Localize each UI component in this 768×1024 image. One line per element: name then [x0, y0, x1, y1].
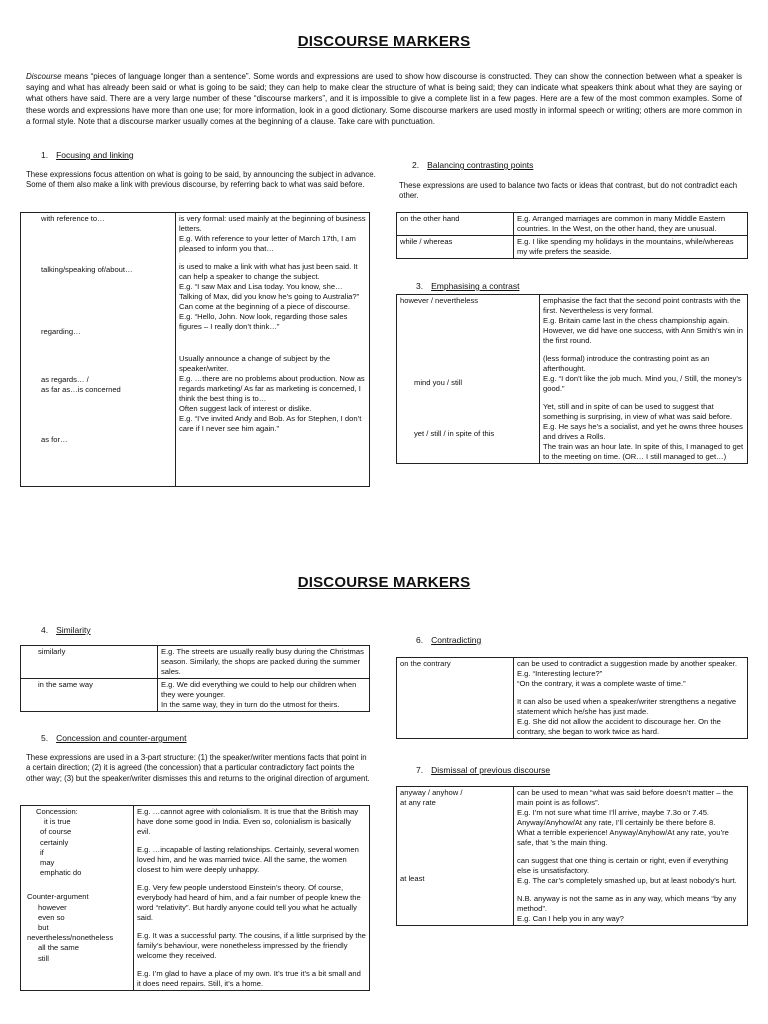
- marker-term: Counter-argument: [27, 892, 89, 902]
- similarity-table: [20, 645, 370, 712]
- example-text: E.g. “I don’t like the job much. Mind you, / Still, the money’s good.”: [543, 374, 742, 393]
- section-heading-4: [41, 625, 91, 635]
- section-title: Emphasising a contrast: [431, 281, 520, 291]
- marker-term: of course: [40, 827, 72, 837]
- section-title: Similarity: [56, 625, 91, 635]
- example-text: E.g. I’m glad to have a place of my own. It’s true it’s a bit small and it does need repairs. Still, it’s a home.: [137, 969, 361, 988]
- marker-term: emphatic do: [40, 868, 82, 878]
- example-text: E.g. Britain came last in the chess championship again. However, we did have one success, with Ann Smith’s win in the first round.: [543, 316, 743, 345]
- section-title: Dismissal of previous discourse: [431, 765, 551, 775]
- table-row: [397, 213, 748, 236]
- table-row: [21, 646, 370, 679]
- marker-term: as regards… / as far as…is concerned: [41, 375, 121, 394]
- table-row: [397, 295, 748, 464]
- explanation-text: (less formal) introduce the contrasting point as an afterthought.: [543, 354, 710, 373]
- contrast-table: [396, 294, 748, 464]
- table-row: [397, 236, 748, 259]
- example-text: E.g. I like spending my holidays in the mountains, while/whereas my wife prefers the seaside.: [514, 236, 748, 259]
- example-text: E.g. “I’ve invited Andy and Bob. As for Stephen, I don’t care if I never see him again.”: [179, 414, 362, 433]
- explanation-text: Often suggest lack of interest or dislike.: [179, 404, 312, 413]
- section-number: 1.: [41, 150, 49, 160]
- marker-term: certainly: [40, 837, 69, 847]
- marker-term: if: [40, 847, 44, 857]
- intro-lead: Discourse: [26, 72, 62, 81]
- example-text: E.g. She did not allow the accident to discourage her. On the contrary, she began to work twice as hard.: [517, 717, 721, 736]
- table-row: [21, 679, 370, 712]
- explanation-text: emphasise the fact that the second point contrasts with the first. Nevertheless is very formal.: [543, 296, 741, 315]
- marker-term: however / nevertheless: [400, 296, 479, 305]
- example-text: E.g. It was a successful party. The cousins, if a little surprised by the family’s behaviour, were nonetheless impressed by the friendly welcome they received.: [137, 931, 366, 960]
- marker-term: on the contrary: [397, 658, 514, 739]
- explanation-text: Usually announce a change of subject by the speaker/writer.: [179, 354, 331, 373]
- marker-cell: [21, 806, 134, 991]
- example-text: E.g. I’m not sure what time I’ll arrive, maybe 7.3o or 7.45. Anyway/Anyhow/At any rate, I’ll certainly be there before 8.: [517, 808, 716, 827]
- table-row: [397, 658, 748, 739]
- section-title: Concession and counter-argument: [56, 733, 187, 743]
- example-text: “On the contrary, it was a complete waste of time.”: [517, 679, 686, 688]
- section-heading-2: [412, 160, 533, 170]
- explanation-text: is very formal: used mainly at the beginning of business letters.: [179, 214, 366, 233]
- example-text: E.g. “I saw Max and Lisa today. You know, she… Talking of Max, did you know he’s going to Australia?”: [179, 282, 360, 301]
- example-text: E.g. “Hello, John. Now look, regarding those sales figures – I really don’t think…”: [179, 312, 348, 331]
- explanation-cell: [514, 787, 748, 926]
- example-text: E.g. With reference to your letter of March 17th, I am pleased to inform you that…: [179, 234, 356, 253]
- page-title: DISCOURSE MARKERS: [297, 33, 471, 50]
- marker-term: all the same: [38, 943, 79, 953]
- explanation-text: can be used to contradict a suggestion made by another speaker.: [517, 659, 737, 668]
- marker-term: yet / still / in spite of this: [414, 429, 495, 438]
- explanation-text: It can also be used when a speaker/writer strengthens a negative statement which he/she has just made.: [517, 697, 737, 716]
- marker-term: Concession:: [36, 807, 78, 816]
- explanation-cell: [514, 658, 748, 739]
- marker-cell: [21, 213, 176, 487]
- section-5-description: These expressions are used in a 3-part structure: (1) the speaker/writer mentions facts that point in a certain direction; (2) it is agreed (the concession) that a particular contradictory fact points the other way; (3) but the speaker/writer dismisses this and returns to the original direction of argument.: [26, 753, 370, 783]
- example-text: E.g. …cannot agree with colonialism. It is true that the British may have done some good in India. Even so, colonialism is basically evil.: [137, 807, 359, 836]
- section-title: Balancing contrasting points: [427, 160, 534, 170]
- example-text: The train was an hour late. In spite of this, I managed to get to the meeting on time. (OR… I still managed to get…): [543, 442, 744, 461]
- section-number: 6.: [416, 635, 424, 645]
- intro-paragraph: [26, 71, 742, 127]
- marker-cell: [397, 787, 514, 926]
- marker-term: still: [38, 953, 49, 963]
- marker-cell: [397, 295, 540, 464]
- marker-term: even so: [38, 912, 65, 922]
- section-2-description: These expressions are used to balance two facts or ideas that contrast, but do not contradict each other.: [399, 181, 738, 201]
- marker-term: similarly: [21, 646, 158, 679]
- explanation-cell: [540, 295, 748, 464]
- section-number: 7.: [416, 765, 424, 775]
- explanation-text: Can come at the beginning of a piece of discourse.: [179, 302, 350, 311]
- table-row: [21, 806, 370, 991]
- section-number: 3.: [416, 281, 424, 291]
- section-heading-6: [416, 635, 481, 645]
- marker-term: may: [40, 858, 55, 868]
- explanation-text: can suggest that one thing is certain or right, even if everything else is unsatisfactory.: [517, 856, 729, 875]
- focusing-table: [20, 212, 370, 487]
- example-text: E.g. Arranged marriages are common in many Middle Eastern countries. In the West, on the other hand, they are unusual.: [514, 213, 748, 236]
- marker-term: at least: [400, 874, 425, 883]
- section-1-description: These expressions focus attention on what is going to be said, by announcing the subject in advance. Some of them also make a link with previous discourse, by referring back to what was said before.: [26, 170, 376, 190]
- marker-term: regarding…: [41, 327, 81, 336]
- example-text: E.g. We did everything we could to help our children when they were younger.: [161, 680, 357, 699]
- explanation-text: can be used to mean “what was said before doesn’t matter – the main point is as follows”.: [517, 788, 734, 807]
- marker-term: however: [38, 902, 67, 912]
- section-heading-1: [41, 150, 134, 160]
- example-text: In the same way, they in turn do the utmost for theirs.: [161, 700, 340, 709]
- balancing-table: [396, 212, 748, 259]
- explanation-text: N.B. anyway is not the same as in any way, which means “by any method”.: [517, 894, 737, 913]
- explanation-cell: [176, 213, 370, 487]
- marker-term: but: [38, 923, 49, 933]
- marker-term: while / whereas: [397, 236, 514, 259]
- example-cell: [158, 679, 370, 712]
- concession-table: [20, 805, 370, 991]
- marker-term: talking/speaking of/about…: [41, 265, 133, 274]
- marker-term: with reference to…: [41, 214, 105, 223]
- page-title-2: DISCOURSE MARKERS: [297, 574, 471, 591]
- example-text: E.g. Can I help you in any way?: [517, 914, 624, 923]
- example-text: What a terrible experience! Anyway/Anyhow/At any rate, you’re safe, that ’s the main thing.: [517, 828, 729, 847]
- explanation-text: is used to make a link with what has just been said. It can help a speaker to change the subject.: [179, 262, 358, 281]
- dismissal-table: [396, 786, 748, 926]
- explanation-text: Yet, still and in spite of can be used to suggest that something is surprising, in view of what was said before.: [543, 402, 733, 421]
- marker-term: as for…: [41, 435, 68, 444]
- example-text: E.g. The streets are usually really busy during the Christmas season. Similarly, the shops are packed during the summer sales.: [158, 646, 370, 679]
- section-title: Contradicting: [431, 635, 482, 645]
- section-title: Focusing and linking: [56, 150, 134, 160]
- table-row: [397, 787, 748, 926]
- contradicting-table: [396, 657, 748, 739]
- example-text: E.g. The car’s completely smashed up, but at least nobody’s hurt.: [517, 876, 737, 885]
- marker-term: it is true: [44, 817, 71, 827]
- marker-term: nevertheless/nonetheless: [27, 933, 114, 943]
- section-number: 4.: [41, 625, 49, 635]
- example-text: E.g. “Interesting lecture?”: [517, 669, 603, 678]
- example-text: E.g. He says he’s a socialist, and yet he owns three houses and drives a Rolls.: [543, 422, 743, 441]
- example-text: E.g. …incapable of lasting relationships. Certainly, several women loved him, and he was married twice. All the same, the women closest to him were deeply unhappy.: [137, 845, 359, 874]
- marker-term: mind you / still: [414, 378, 463, 387]
- section-heading-5: [41, 733, 187, 743]
- marker-term: anyway / anyhow / at any rate: [400, 788, 463, 807]
- example-cell: [134, 806, 370, 991]
- example-text: E.g. Very few people understood Einstein’s theory. Of course, everybody had heard of him, and a fair number of people knew the word “relativity”. But hardly anyone could tell you what he actually said.: [137, 883, 361, 922]
- example-text: E.g. …there are no problems about production. Now as regards marketing/ As far as marketing is concerned, I think the best thing is to…: [179, 374, 365, 403]
- section-heading-7: [416, 765, 550, 775]
- intro-text: means “pieces of language longer than a sentence”. Some words and expressions are used to show how discourse is constructed. They can show the connection between what a speaker is saying and what has already been said or what is going to be said; they can help to make clear the structure of what is being said; they can indicate what speakers think about what they are saying or what others have said. There are a very large number of these “discourse markers”, and it is impossible to give a complete list in a few pages. Here are a few of the most common examples. Some of these words and expressions have more than one use; for more information, look in a good dictionary. Some discourse markers are used mostly in informal speech or writing; others are more common in a formal style. Note that a discourse marker usually comes at the beginning of a clause. Take care with punctuation.: [26, 72, 742, 126]
- section-number: 2.: [412, 160, 420, 170]
- section-heading-3: [416, 281, 519, 291]
- marker-term: on the other hand: [397, 213, 514, 236]
- marker-term: in the same way: [21, 679, 158, 712]
- table-row: [21, 213, 370, 487]
- section-number: 5.: [41, 733, 49, 743]
